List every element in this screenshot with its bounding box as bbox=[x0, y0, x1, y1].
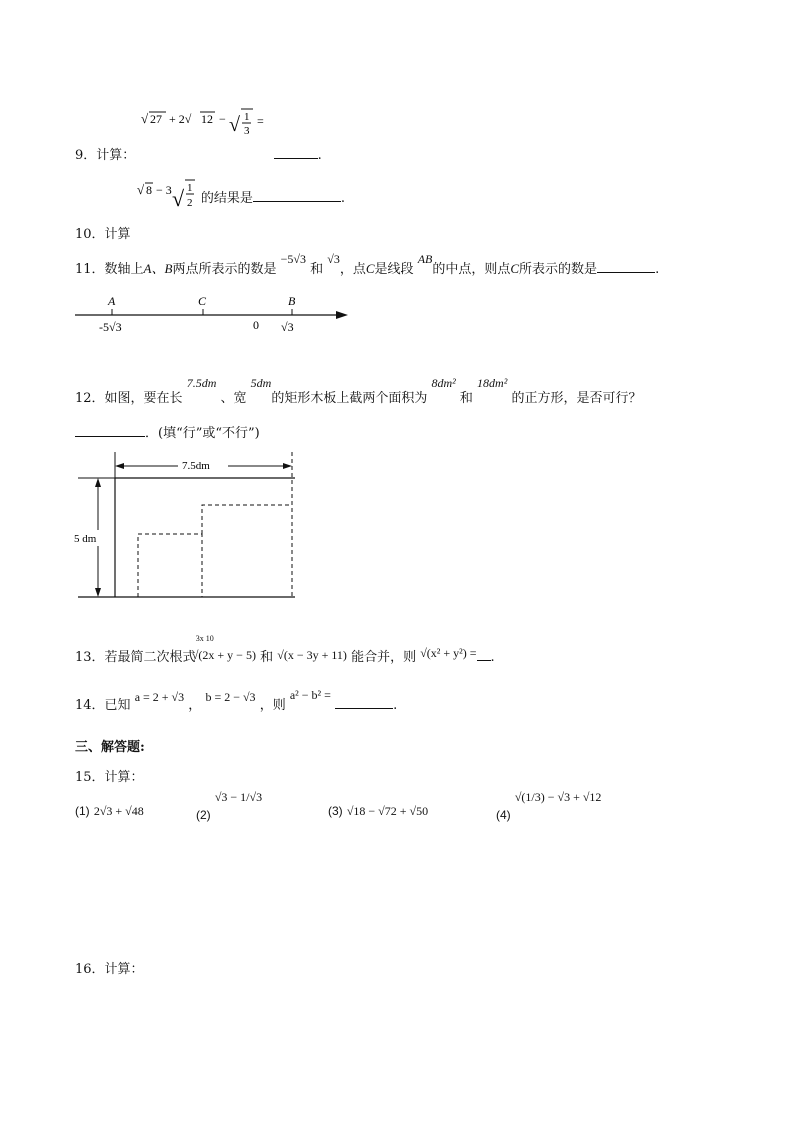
q10-label: 10．计算 bbox=[75, 227, 131, 242]
svg-text:√: √ bbox=[141, 111, 149, 126]
q15-part-3: (3) √18 − √72 + √50 bbox=[328, 804, 429, 818]
svg-text:− 3: − 3 bbox=[155, 183, 172, 197]
rectangle-figure bbox=[70, 448, 310, 608]
tick-zero: 0 bbox=[253, 318, 259, 332]
section-heading: 三、解答题: bbox=[75, 740, 145, 755]
question-10: 10．计算 √ 8 − 3 √ 1 2 的结果是 . bbox=[75, 176, 345, 220]
q14-b-value: b = 2 − √3 bbox=[205, 690, 256, 704]
question-11: 11．数轴上A、B两点所表示的数是 −5√3 和 √3，点C是线段 AB的中点，则点C所表示的数是 . bbox=[75, 252, 660, 277]
q12-area-2: 18dm² bbox=[477, 376, 508, 390]
svg-text:12: 12 bbox=[201, 112, 214, 126]
q9-expression bbox=[139, 105, 269, 149]
q14-a-value: a = 2 + √3 bbox=[134, 690, 185, 704]
q14-expression: a² − b² = bbox=[289, 688, 331, 702]
svg-text:27: 27 bbox=[150, 112, 163, 126]
point-a-label: A bbox=[108, 294, 116, 308]
svg-text:8: 8 bbox=[145, 183, 152, 197]
svg-text:3: 3 bbox=[244, 125, 250, 137]
q15-part-1: (1) 2√3 + √48 bbox=[75, 804, 144, 818]
svg-text:+ 2√: + 2√ bbox=[169, 112, 192, 126]
q12-area-1: 8dm² bbox=[431, 376, 456, 390]
q10-formula bbox=[135, 176, 197, 216]
q14-label: 14．已知 bbox=[75, 698, 131, 713]
figure-width-label: 5 dm bbox=[74, 533, 97, 545]
tick-b-value: √3 bbox=[281, 320, 294, 334]
svg-text:−: − bbox=[219, 112, 227, 126]
q11-label: 11．数轴上 bbox=[75, 262, 144, 277]
q11-value-a: −5√3 bbox=[280, 252, 306, 266]
q11-value-b: √3 bbox=[327, 252, 340, 266]
svg-text:1: 1 bbox=[186, 182, 193, 194]
question-14: 14．已知 a = 2 + √3 ， b = 2 − √3 ，则 a² − b² = . bbox=[75, 688, 398, 713]
q15-part-4: (4) √(1/3) − √3 + √12 bbox=[496, 790, 602, 822]
point-b-label: B bbox=[288, 294, 296, 308]
svg-text:1: 1 bbox=[244, 111, 250, 123]
q13-radical-1: √(2x + y − 5) bbox=[191, 648, 256, 662]
question-12: 12．如图，要在长 7.5dm 、宽 5dm的矩形木板上截两个面积为 8dm² 和 18dm² 的正方形，是否可行？ bbox=[75, 376, 642, 406]
number-line bbox=[70, 290, 360, 340]
svg-text:√: √ bbox=[136, 182, 144, 197]
q9-formula bbox=[139, 105, 269, 145]
svg-text:√: √ bbox=[229, 114, 241, 136]
tick-a-value: -5√3 bbox=[99, 320, 122, 334]
question-16: 16．计算： bbox=[75, 962, 144, 977]
q13-radical-3: √(x² + y²) = bbox=[420, 646, 477, 660]
q13-radical-2: √(x − 3y + 11) bbox=[277, 648, 347, 662]
figure-length-label: 7.5dm bbox=[182, 460, 210, 472]
q15-part-2: (2) √3 − 1/√3 bbox=[196, 790, 263, 822]
q13-superscript: 3x 10 bbox=[195, 634, 214, 643]
point-c-label: C bbox=[198, 294, 207, 308]
question-15: 15．计算： bbox=[75, 770, 144, 785]
q13-label: 13．若最简二次根式 bbox=[75, 650, 196, 665]
svg-text:2: 2 bbox=[186, 197, 193, 209]
svg-text:√: √ bbox=[171, 186, 184, 211]
q12-length: 7.5dm bbox=[186, 376, 217, 390]
q10-expression bbox=[135, 176, 197, 220]
q9-label: 9．计算： bbox=[75, 148, 136, 163]
question-13: 13．若最简二次根式 3x 10 √(2x + y − 5) 和 √(x − 3y + 11) 能合并，则 √(x² + y²) = . bbox=[75, 634, 495, 665]
q12-width: 5dm bbox=[250, 376, 272, 390]
question-9: 9．计算： √ 27 + 2√ 12 − √ 1 3 = . bbox=[75, 105, 322, 149]
q12-label: 12．如图，要在长 bbox=[75, 391, 183, 406]
q12-answer-line: ．(填“行”或“不行”) bbox=[75, 422, 260, 441]
svg-text:=: = bbox=[257, 114, 265, 128]
